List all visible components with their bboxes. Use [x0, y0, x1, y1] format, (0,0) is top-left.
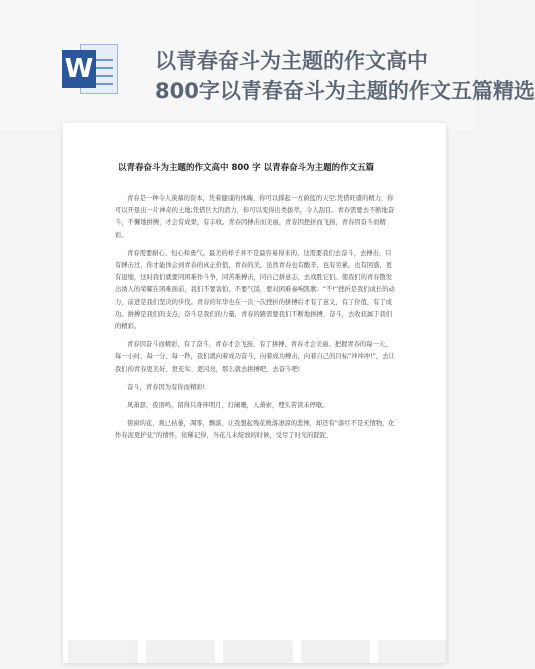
paragraph: 傍窗的花，观已枯萎，凋零，飘落，让我想起残花败落凄凉的悲惨，却还有“落红不是无情物，化作春泥更护花”的情怀，依稀记得，当花儿未绽放的时候，受尽了时光的蹉跎，	[115, 420, 395, 440]
word-document-icon	[62, 42, 120, 96]
page-title-line2: 800字以青春奋斗为主题的作文五篇精选	[155, 79, 535, 103]
page-title-line1: 以青春奋斗为主题的作文高中	[155, 49, 428, 73]
paragraph: 青春需要耐心、恒心和勇气。最美的样子并不是最容易得来的，这需要我们去奋斗，去搏击，只有搏击过，你才能体会到青春的真正价值，青春的美。虽然青春也有酸辛，也有劳累，也有困惑，更有退缩，这时我们就要同困难作斗争，同苦难搏击，同自己拼意志，去战胜它们。使我们的青春散发出诱人的荣耀在困难面前，我们不要害怕，不要气馁，要对困难奏响凯歌：“不!”挫折是我们成长的动力，前进是我们坚决的步伐。青春的年华也在一次一次挫折的拼搏后才有了意义，有了价值，有了成功。拼搏是我们的支点，奋斗是我们的力量，青春的路需要我们不断地拼搏、奋斗，去收获属于我们的精彩。	[115, 249, 395, 331]
watermark-strip	[68, 640, 448, 664]
paragraph: 青春是一种令人羡慕的资本，凭着健康的体魄，你可以撑起一方蔚蓝的天空;凭借旺盛的精力，你可以开垦出一片神奇的土地;凭借巨大的潜力，你可以变得出类拔萃，令人刮目。青春需要去不断地奋斗，不懈地拼搏，才会有成果，有丰收。青春因搏击而美丽，青春因挫折而飞扬，青春因奋斗而精彩。	[115, 195, 395, 239]
paragraph: 风萧瑟，夜语鸣，留得只身伴明月，灯阑珊，人萧索，埋头苦读未停歇。	[127, 402, 329, 410]
header-banner	[0, 0, 535, 130]
document-title: 以青春奋斗为主题的作文高中 800 字 以青春奋斗为主题的作文五篇	[118, 163, 375, 173]
document-page	[63, 123, 446, 663]
word-icon-badge: W	[62, 50, 96, 88]
paragraph: 奋斗，青春因为有你而精彩!	[127, 383, 206, 391]
document-body	[115, 193, 397, 449]
paragraph: 青春因奋斗而精彩，有了奋斗，青春才会飞扬，有了拼搏，青春才会美丽。把握青春的每一天、每一小时、每一分、每一秒，我们就向着成功奋斗，向着成功搏击，向着自己的目标“冲冲冲!”，去让我们的青春更美好、更充实、更闪亮，那么就去拼搏吧，去奋斗吧!	[115, 341, 395, 373]
